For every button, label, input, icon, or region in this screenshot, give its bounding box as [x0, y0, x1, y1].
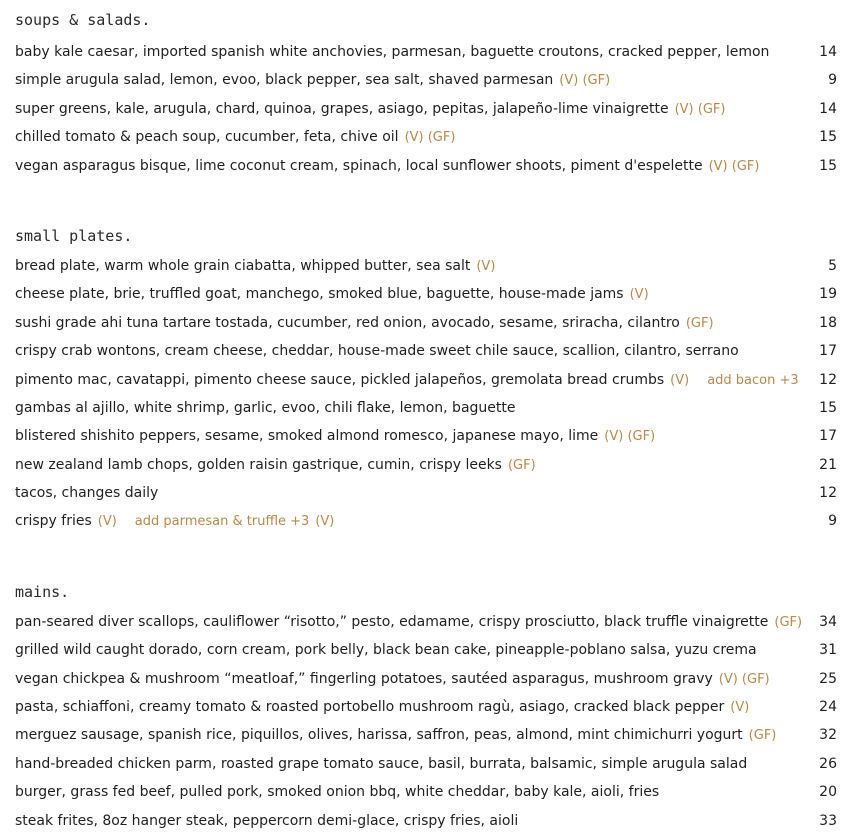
menu-item — [15, 778, 837, 806]
section-title: small plates. — [15, 226, 133, 245]
menu-item — [15, 721, 837, 749]
item-desc: pimento mac, cavatappi, pimento cheese sauce, pickled jalapeños, gremolata bread crumbs — [15, 371, 665, 388]
section-small-plates — [15, 226, 837, 536]
item-price: 9 — [828, 72, 837, 89]
section-soups-salads — [15, 10, 837, 180]
menu-item — [15, 507, 837, 535]
dietary-tag: (V) — [97, 514, 117, 530]
menu-item — [15, 309, 837, 337]
item-desc: blistered shishito peppers, sesame, smoked almond romesco, japanese mayo, lime — [15, 428, 599, 445]
section-title: soups & salads. — [15, 11, 151, 29]
item-desc: baby kale caesar, imported spanish white anchovies, parmesan, baguette croutons, cracked pepper, lemon — [15, 44, 770, 60]
item-price: 31 — [819, 642, 837, 659]
dietary-tag: (V) (GF) — [404, 130, 456, 146]
dietary-tag: (GF) — [748, 728, 777, 744]
menu-item — [15, 693, 837, 721]
item-desc: simple arugula salad, lemon, evoo, black pepper, sea salt, shaved parmesan — [15, 72, 554, 89]
menu-item — [15, 636, 837, 664]
dietary-tag: (V) — [670, 372, 690, 388]
item-desc: burger, grass fed beef, pulled pork, smoked onion bbq, white cheddar, baby kale, aioli, fries — [15, 784, 660, 801]
menu-item — [15, 366, 837, 394]
dietary-tag: (V) — [730, 700, 750, 716]
item-desc: hand-breaded chicken parm, roasted grape tomato sauce, basil, burrata, balsamic, simple arugula salad — [15, 755, 748, 772]
menu-item — [15, 394, 837, 422]
menu-item — [15, 280, 837, 308]
item-price: 18 — [819, 314, 837, 331]
dietary-tag: (V) (GF) — [559, 73, 611, 89]
item-desc: steak frites, 8oz hanger steak, peppercorn demi-glace, crispy fries, aioli — [15, 812, 519, 829]
dietary-tag: (GF) — [774, 614, 803, 630]
item-desc: cheese plate, brie, truffled goat, manchego, smoked blue, baguette, house-made jams — [15, 286, 624, 303]
menu-item — [15, 252, 837, 280]
menu-item — [15, 750, 837, 778]
item-price: 15 — [819, 399, 837, 416]
item-price: 24 — [819, 699, 837, 716]
dietary-tag: (V) — [476, 258, 496, 274]
menu-item — [15, 337, 837, 365]
section-mains — [15, 582, 837, 835]
item-price: 15 — [819, 129, 837, 146]
item-desc: super greens, kale, arugula, chard, quinoa, grapes, asiago, pepitas, jalapeño-lime vinaigrette — [15, 100, 669, 117]
item-price: 32 — [819, 727, 837, 744]
item-desc: pan-seared diver scallops, cauliflower “risotto,” pesto, edamame, crispy prosciutto, black truffle vinaigrette — [15, 613, 769, 630]
menu-item — [15, 152, 837, 180]
menu-item — [15, 38, 837, 66]
item-price: 15 — [819, 157, 837, 174]
dietary-tag: (V) (GF) — [708, 158, 760, 174]
menu-item — [15, 123, 837, 151]
item-desc: chilled tomato & peach soup, cucumber, feta, chive oil — [15, 129, 399, 146]
dietary-tag: (GF) — [507, 457, 536, 473]
menu-item — [15, 451, 837, 479]
dietary-tag: (V) (GF) — [674, 101, 726, 117]
item-price: 14 — [819, 44, 837, 60]
item-price: 25 — [819, 670, 837, 687]
item-price: 34 — [819, 613, 837, 630]
menu — [15, 0, 837, 835]
item-desc: new zealand lamb chops, golden raisin gastrique, cumin, crispy leeks — [15, 456, 502, 473]
menu-item — [15, 479, 837, 507]
add-on-option: add parmesan & truffle +3 — [134, 514, 310, 530]
item-price: 33 — [819, 812, 837, 829]
item-desc: bread plate, warm whole grain ciabatta, whipped butter, sea salt — [15, 257, 471, 274]
add-on-option: add bacon +3 — [707, 372, 799, 388]
dietary-tag: (GF) — [685, 315, 714, 331]
menu-item — [15, 608, 837, 636]
item-price: 5 — [828, 257, 837, 274]
item-price: 12 — [819, 371, 837, 388]
item-desc: pasta, schiaffoni, creamy tomato & roasted portobello mushroom ragù, asiago, cracked black pepper — [15, 699, 725, 716]
menu-item — [15, 807, 837, 835]
item-price: 17 — [819, 428, 837, 445]
item-price: 12 — [819, 485, 837, 502]
item-desc: tacos, changes daily — [15, 485, 159, 502]
item-price: 9 — [828, 513, 837, 530]
item-desc: merguez sausage, spanish rice, piquillos, olives, harissa, saffron, peas, almond, mint chimichurri yogurt — [15, 727, 743, 744]
item-desc: crispy crab wontons, cream cheese, cheddar, house-made sweet chile sauce, scallion, cilantro, serrano — [15, 343, 739, 360]
dietary-tag: (V) — [629, 287, 649, 303]
item-desc: crispy fries — [15, 513, 92, 530]
dietary-tag: (V) (GF) — [718, 671, 770, 687]
menu-item — [15, 66, 837, 94]
menu-item — [15, 422, 837, 450]
item-price: 19 — [819, 286, 837, 303]
item-price: 17 — [819, 343, 837, 360]
item-desc: sushi grade ahi tuna tartare tostada, cucumber, red onion, avocado, sesame, sriracha, cilantro — [15, 314, 680, 331]
dietary-tag: (V) (GF) — [604, 429, 656, 445]
item-desc: vegan chickpea & mushroom “meatloaf,” fingerling potatoes, sautéed asparagus, mushroom gravy — [15, 670, 713, 687]
menu-item — [15, 95, 837, 123]
item-desc: vegan asparagus bisque, lime coconut cream, spinach, local sunflower shoots, piment d'espelette — [15, 157, 703, 174]
item-desc: grilled wild caught dorado, corn cream, pork belly, black bean cake, pineapple-poblano salsa, yuzu crema — [15, 642, 757, 659]
item-price: 21 — [819, 456, 837, 473]
item-desc: gambas al ajillo, white shrimp, garlic, evoo, chili flake, lemon, baguette — [15, 399, 516, 416]
item-price: 20 — [819, 784, 837, 801]
add-on-dietary-tag: (V) — [315, 514, 335, 530]
item-price: 14 — [819, 100, 837, 117]
section-title: mains. — [15, 582, 70, 601]
item-price: 26 — [819, 755, 837, 772]
menu-item — [15, 665, 837, 693]
